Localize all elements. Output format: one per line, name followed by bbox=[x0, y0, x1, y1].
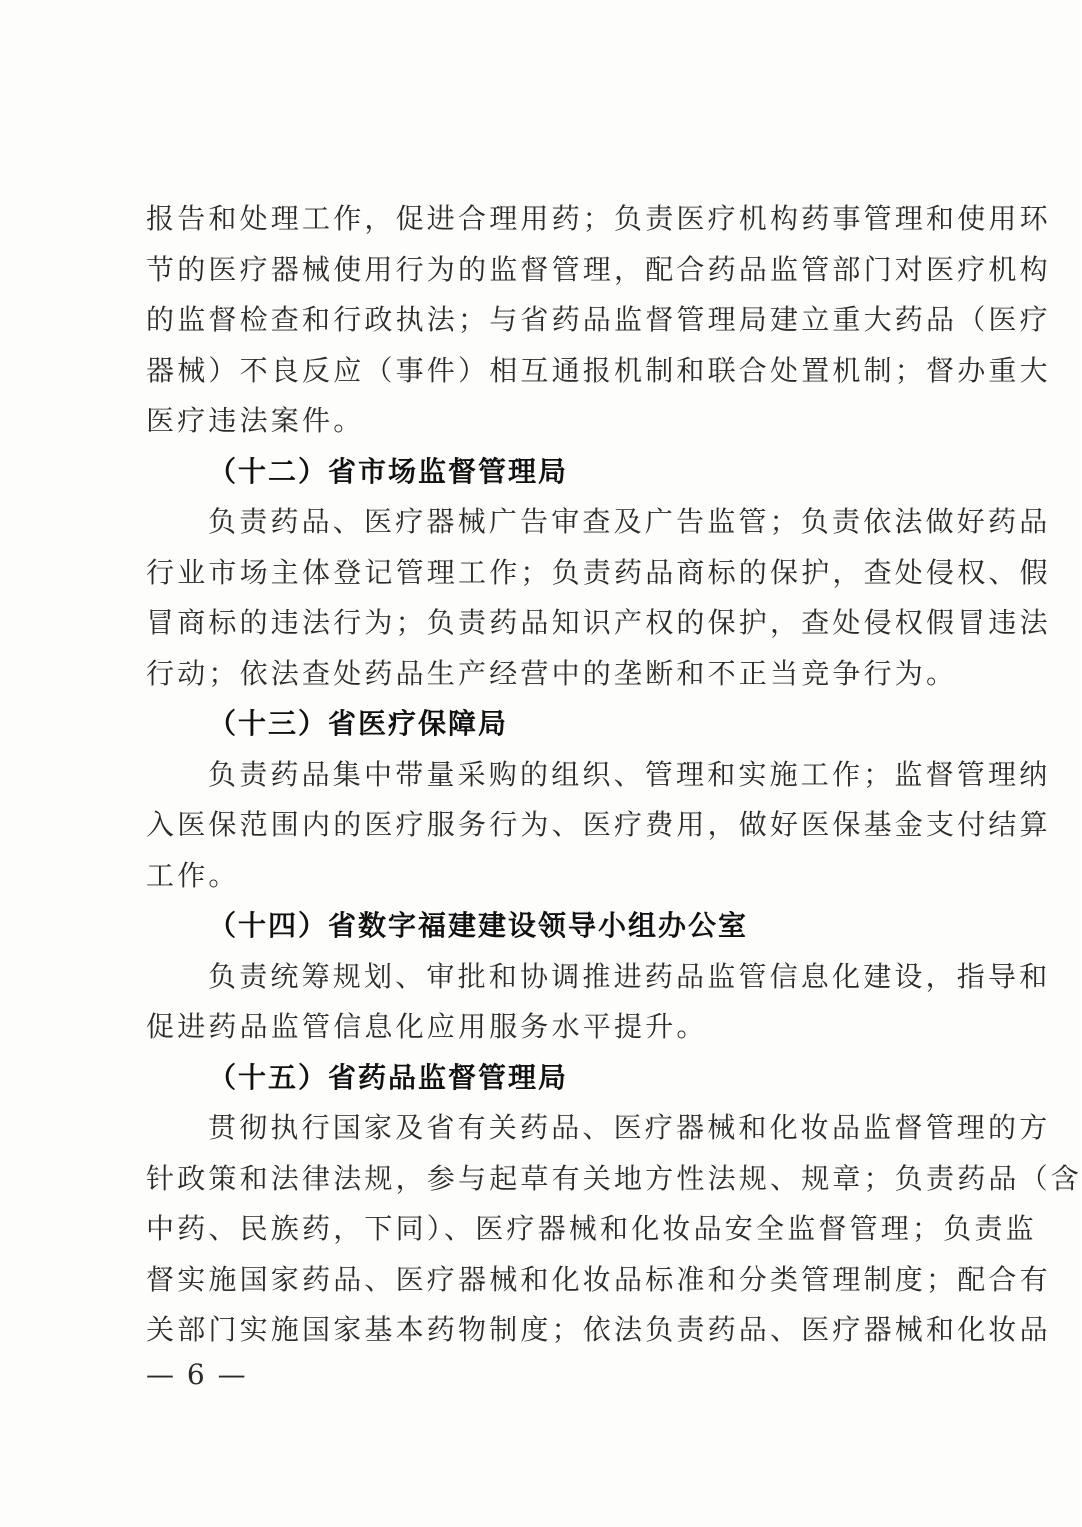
text-line: 医疗违法案件。 bbox=[146, 404, 365, 437]
text-line: 行动；依法查处药品生产经营中的垄断和不正当竞争行为。 bbox=[146, 656, 958, 690]
text-line: 针政策和法律法规，参与起草有关地方性法规、规章；负责药品（含 bbox=[146, 1161, 1082, 1195]
page-number: — 6 — bbox=[146, 1358, 248, 1391]
paragraph-first-line: 贯彻执行国家及省有关药品、医疗器械和化妆品监督管理的方 bbox=[208, 1111, 1051, 1144]
text-line: 促进药品监管信息化应用服务水平提升。 bbox=[146, 1010, 708, 1043]
section-heading: （十三）省医疗保障局 bbox=[208, 707, 509, 740]
text-line: 督实施国家药品、医疗器械和化妆品标准和分类管理制度；配合有 bbox=[146, 1262, 1051, 1296]
text-line: 节的医疗器械使用行为的监督管理，配合药品监管部门对医疗机构 bbox=[146, 252, 1051, 286]
text-line: 器械）不良反应（事件）相互通报机制和联合处置机制；督办重大 bbox=[146, 353, 1051, 387]
section-heading: （十五）省药品监督管理局 bbox=[208, 1060, 569, 1094]
paragraph-first-line: 负责统筹规划、审批和协调推进药品监管信息化建设，指导和 bbox=[208, 959, 1051, 993]
text-line: 入医保范围内的医疗服务行为、医疗费用，做好医保基金支付结算 bbox=[146, 808, 1051, 841]
text-line: 关部门实施国家基本药物制度；依法负责药品、医疗器械和化妆品 bbox=[146, 1313, 1051, 1346]
paragraph-first-line: 负责药品、医疗器械广告审查及广告监管；负责依法做好药品 bbox=[208, 505, 1051, 538]
section-heading: （十二）省市场监督管理局 bbox=[208, 454, 569, 488]
paragraph-first-line: 负责药品集中带量采购的组织、管理和实施工作；监督管理纳 bbox=[208, 757, 1051, 791]
text-line: 工作。 bbox=[146, 858, 240, 892]
text-line: 中药、民族药，下同）、医疗器械和化妆品安全监督管理；负责监 bbox=[146, 1212, 1037, 1245]
text-line: 的监督检查和行政执法；与省药品监督管理局建立重大药品（医疗 bbox=[146, 303, 1051, 336]
text-line: 冒商标的违法行为；负责药品知识产权的保护，查处侵权假冒违法 bbox=[146, 606, 1051, 639]
section-heading: （十四）省数字福建建设领导小组办公室 bbox=[208, 909, 749, 942]
document-body bbox=[146, 194, 1082, 1356]
text-line: 报告和处理工作，促进合理用药；负责医疗机构药事管理和使用环 bbox=[146, 202, 1051, 235]
text-line: 行业市场主体登记管理工作；负责药品商标的保护，查处侵权、假 bbox=[146, 555, 1051, 589]
